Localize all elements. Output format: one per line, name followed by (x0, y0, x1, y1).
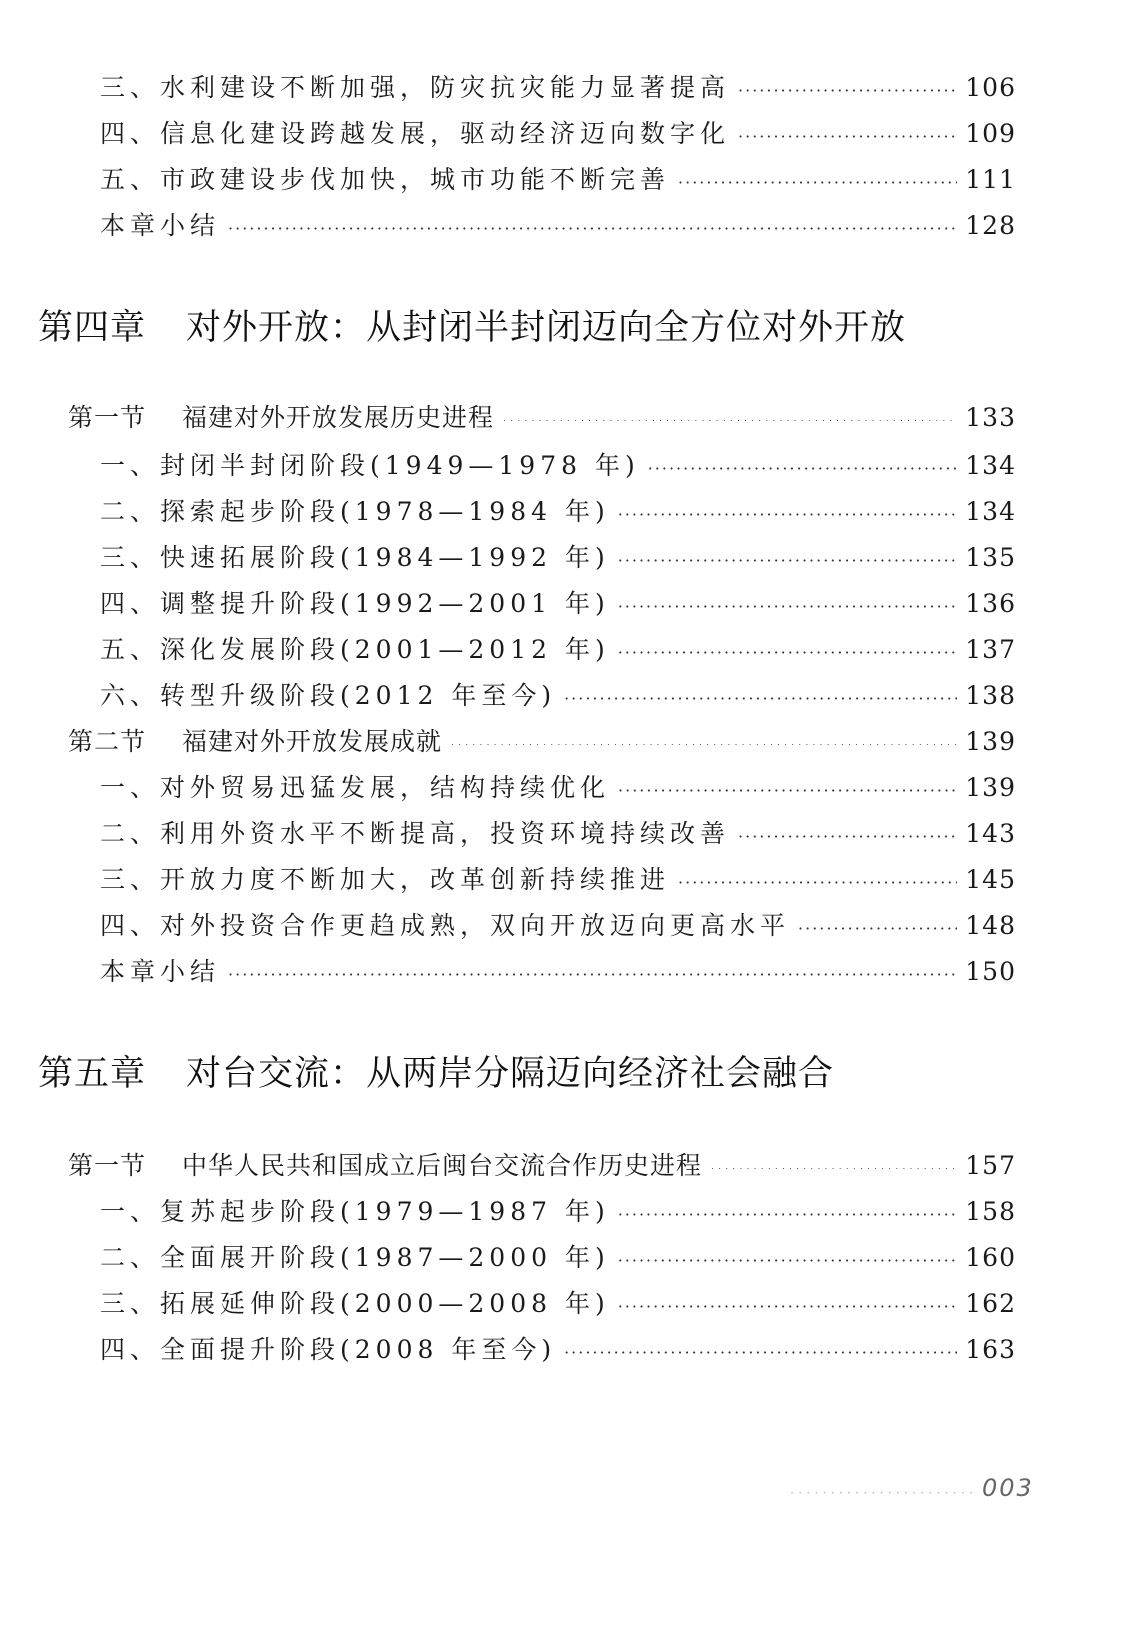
section-page: 157 (965, 1151, 1016, 1180)
section-number: 第二节 (68, 727, 147, 756)
toc-item-page: 138 (965, 681, 1016, 710)
toc-item (100, 1238, 1016, 1272)
section-page: 133 (965, 403, 1016, 432)
toc-section (68, 398, 1016, 432)
dot-leader (738, 827, 957, 846)
toc-item (100, 206, 1016, 240)
toc-item-title: 四、信息化建设跨越发展，驱动经济迈向数字化 (100, 119, 731, 148)
toc-item (100, 906, 1016, 940)
section-title: 福建对外开放发展成就 (182, 727, 443, 756)
toc-item-title: 三、开放力度不断加大，改革创新持续推进 (100, 865, 671, 894)
dot-leader (564, 689, 957, 708)
toc-item-page: 143 (965, 819, 1016, 848)
toc-item-page: 162 (965, 1289, 1016, 1318)
dot-leader (678, 873, 957, 892)
toc-item (100, 860, 1016, 894)
chapter-heading (38, 1046, 834, 1096)
toc-item-title: 二、全面展开阶段(1987—2000 年) (100, 1243, 610, 1272)
toc-item-page: 134 (965, 497, 1016, 526)
toc-item-page: 136 (965, 589, 1016, 618)
dot-leader (450, 735, 957, 754)
dot-leader (502, 411, 957, 430)
dot-leader (738, 127, 957, 146)
toc-item-page: 139 (965, 773, 1016, 802)
toc-item (100, 1192, 1016, 1226)
toc-item (100, 584, 1016, 618)
toc-item-page: 158 (965, 1197, 1016, 1226)
toc-item-page: 148 (965, 911, 1016, 940)
chapter-heading (38, 300, 906, 350)
toc-item-title: 六、转型升级阶段(2012 年至今) (100, 681, 557, 710)
toc-item-page: 134 (965, 451, 1016, 480)
chapter-title: 对台交流：从两岸分隔迈向经济社会融合 (186, 1054, 835, 1094)
dot-leader (618, 597, 958, 616)
toc-item-page: 163 (965, 1335, 1016, 1364)
dot-leader (618, 1297, 958, 1316)
toc-item (100, 114, 1016, 148)
dot-leader (618, 551, 958, 570)
section-page: 139 (965, 727, 1016, 756)
dot-leader (618, 781, 957, 800)
dot-leader (618, 1251, 958, 1270)
page-number: 003 (982, 1474, 1034, 1502)
toc-item (100, 68, 1016, 102)
toc-item (100, 676, 1016, 710)
toc-item (100, 160, 1016, 194)
toc-item (100, 768, 1016, 802)
chapter-number: 第四章 (38, 308, 147, 348)
toc-item (100, 538, 1016, 572)
toc-item-title: 三、快速拓展阶段(1984—1992 年) (100, 543, 610, 572)
toc-item (100, 492, 1016, 526)
toc-item (100, 952, 1016, 986)
dot-leader (618, 1205, 958, 1224)
toc-item-title: 五、深化发展阶段(2001—2012 年) (100, 635, 610, 664)
section-number: 第一节 (68, 403, 147, 432)
toc-item-title: 二、利用外资水平不断提高，投资环境持续改善 (100, 819, 731, 848)
toc-item-title: 本章小结 (100, 211, 221, 240)
toc-item-title: 三、拓展延伸阶段(2000—2008 年) (100, 1289, 610, 1318)
dot-leader (618, 505, 958, 524)
dot-leader (228, 219, 957, 238)
toc-item-page: 128 (965, 211, 1016, 240)
section-title: 福建对外开放发展历史进程 (182, 403, 495, 432)
chapter-title: 对外开放：从封闭半封闭迈向全方位对外开放 (186, 308, 907, 348)
dot-leader (228, 965, 957, 984)
dot-leader (738, 81, 957, 100)
dot-leader (710, 1159, 957, 1178)
dot-leader (678, 173, 957, 192)
toc-item (100, 446, 1016, 480)
toc-item-page: 109 (965, 119, 1016, 148)
toc-item (100, 630, 1016, 664)
section-title: 中华人民共和国成立后闽台交流合作历史进程 (182, 1151, 703, 1180)
toc-item-page: 145 (965, 865, 1016, 894)
section-number: 第一节 (68, 1151, 147, 1180)
toc-item (100, 1284, 1016, 1318)
toc-item-title: 二、探索起步阶段(1978—1984 年) (100, 497, 610, 526)
toc-item-title: 四、全面提升阶段(2008 年至今) (100, 1335, 557, 1364)
dot-leader (618, 643, 958, 662)
toc-item-title: 四、调整提升阶段(1992—2001 年) (100, 589, 610, 618)
toc-item-title: 三、水利建设不断加强，防灾抗灾能力显著提高 (100, 73, 731, 102)
toc-item (100, 1330, 1016, 1364)
footer-dot-rule (790, 1486, 972, 1500)
toc-item-page: 160 (965, 1243, 1016, 1272)
dot-leader (798, 919, 957, 938)
dot-leader (564, 1343, 957, 1362)
chapter-number: 第五章 (38, 1054, 147, 1094)
toc-section (68, 722, 1016, 756)
toc-item-page: 106 (965, 73, 1016, 102)
toc-section (68, 1146, 1016, 1180)
toc-item-title: 五、市政建设步伐加快，城市功能不断完善 (100, 165, 671, 194)
toc-item-page: 135 (965, 543, 1016, 572)
dot-leader (648, 459, 958, 478)
toc-item-page: 137 (965, 635, 1016, 664)
toc-item-title: 本章小结 (100, 957, 221, 986)
toc-item-page: 150 (965, 957, 1016, 986)
toc-item (100, 814, 1016, 848)
toc-item-title: 一、对外贸易迅猛发展，结构持续优化 (100, 773, 611, 802)
toc-item-title: 一、封闭半封闭阶段(1949—1978 年) (100, 451, 640, 480)
toc-item-page: 111 (965, 165, 1016, 194)
toc-item-title: 一、复苏起步阶段(1979—1987 年) (100, 1197, 610, 1226)
toc-item-title: 四、对外投资合作更趋成熟，双向开放迈向更高水平 (100, 911, 791, 940)
